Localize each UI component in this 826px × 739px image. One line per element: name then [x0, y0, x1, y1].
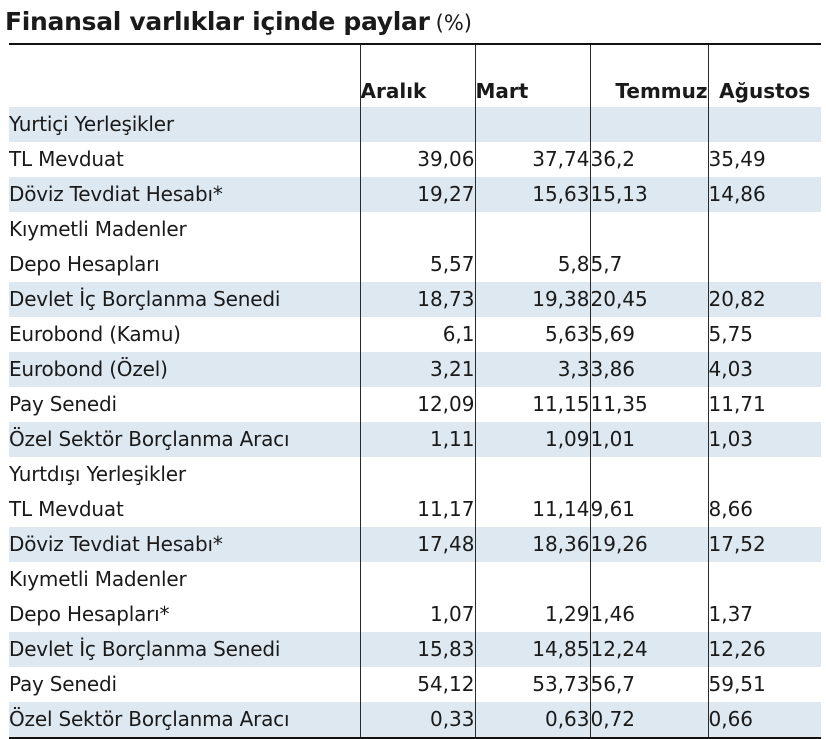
row-label: Eurobond (Kamu): [9, 322, 181, 346]
table-cell: 11,35: [590, 387, 708, 422]
table-cell: 11,14: [475, 492, 590, 527]
table-cell: 11,71: [708, 387, 821, 422]
table-row: [9, 667, 821, 702]
table-cell: 54,12: [360, 667, 475, 702]
table-cell: 20,82: [708, 282, 821, 317]
row-label: TL Mevduat: [9, 147, 124, 171]
table-cell: 11,15: [475, 387, 590, 422]
table-row: [9, 177, 821, 212]
table-cell: 1,11: [360, 422, 475, 457]
table-cell: 6,1: [360, 317, 475, 352]
table-cell: 53,73: [475, 667, 590, 702]
table-cell: 15,13: [590, 177, 708, 212]
table-cell: 12,26: [708, 632, 821, 667]
table-cell: [360, 457, 475, 492]
table-cell: 5,69: [590, 317, 708, 352]
table-cell: 15,63: [475, 177, 590, 212]
table-cell: 19,27: [360, 177, 475, 212]
table-cell: 0,63: [475, 702, 590, 738]
table-cell: 15,83: [360, 632, 475, 667]
table-row: [9, 247, 821, 282]
table-title: [5, 4, 472, 40]
row-label: Kıymetli Madenler: [9, 217, 187, 241]
table-cell: [475, 107, 590, 142]
column-header-aralik: Aralık: [360, 44, 475, 107]
column-header-label: [9, 44, 360, 107]
table-cell: 39,06: [360, 142, 475, 177]
table-row: [9, 107, 821, 142]
table-cell: 56,7: [590, 667, 708, 702]
row-label: Devlet İç Borçlanma Senedi: [9, 282, 360, 317]
table-cell: 20,45: [590, 282, 708, 317]
table-cell: [360, 107, 475, 142]
row-label: Döviz Tevdiat Hesabı*: [9, 527, 360, 562]
row-label: Yurtiçi Yerleşikler: [9, 107, 360, 142]
table-cell: 9,61: [590, 492, 708, 527]
table-row: [9, 422, 821, 457]
table-cell: 1,37: [708, 597, 821, 632]
table-cell: 12,09: [360, 387, 475, 422]
row-label: Devlet İç Borçlanma Senedi: [9, 632, 360, 667]
table-row: [9, 492, 821, 527]
table-cell: [708, 212, 821, 247]
table-row: [9, 212, 821, 247]
table-row: [9, 702, 821, 738]
table-cell: 0,33: [360, 702, 475, 738]
table-cell: 11,17: [360, 492, 475, 527]
table-cell: [475, 562, 590, 597]
row-label: Özel Sektör Borçlanma Aracı: [9, 422, 360, 457]
table-cell: 3,86: [590, 352, 708, 387]
table-cell: 1,03: [708, 422, 821, 457]
table-cell: 12,24: [590, 632, 708, 667]
table-row: [9, 527, 821, 562]
table-cell: 19,26: [590, 527, 708, 562]
table-cell: [708, 457, 821, 492]
table-cell: 1,09: [475, 422, 590, 457]
table-cell: [590, 562, 708, 597]
table-row: [9, 562, 821, 597]
table-cell: 8,66: [708, 492, 821, 527]
data-table: [9, 43, 821, 739]
row-label: Depo Hesapları*: [9, 602, 170, 626]
table-cell: 5,7: [590, 247, 708, 282]
table-cell: 1,07: [360, 597, 475, 632]
table-cell: [708, 247, 821, 282]
row-label: Pay Senedi: [9, 672, 117, 696]
table-cell: 17,52: [708, 527, 821, 562]
table-cell: [590, 457, 708, 492]
title-text: Finansal varlıklar içinde paylar: [5, 7, 430, 36]
table-row: [9, 597, 821, 632]
column-header-agustos: Ağustos: [708, 44, 821, 107]
table-cell: 4,03: [708, 352, 821, 387]
row-label: Yurtdışı Yerleşikler: [9, 462, 186, 486]
column-header-temmuz: Temmuz: [590, 44, 708, 107]
table-row: [9, 387, 821, 422]
table-cell: 1,29: [475, 597, 590, 632]
table-cell: 0,72: [590, 702, 708, 738]
table-cell: 5,8: [475, 247, 590, 282]
table-cell: 3,3: [475, 352, 590, 387]
table-cell: [475, 457, 590, 492]
table-cell: [590, 212, 708, 247]
table-cell: 3,21: [360, 352, 475, 387]
table-row: [9, 632, 821, 667]
table-cell: [708, 562, 821, 597]
table-row: [9, 457, 821, 492]
table-cell: 18,36: [475, 527, 590, 562]
table-row: [9, 352, 821, 387]
table-cell: 5,63: [475, 317, 590, 352]
table-cell: 14,85: [475, 632, 590, 667]
table-cell: 59,51: [708, 667, 821, 702]
column-header-mart: Mart: [475, 44, 590, 107]
table-cell: [590, 107, 708, 142]
table-cell: [708, 107, 821, 142]
row-label: Özel Sektör Borçlanma Aracı: [9, 702, 360, 738]
table-cell: 14,86: [708, 177, 821, 212]
header-row: [9, 44, 821, 107]
row-label: TL Mevduat: [9, 497, 124, 521]
table-cell: 0,66: [708, 702, 821, 738]
table-cell: 18,73: [360, 282, 475, 317]
table-cell: 35,49: [708, 142, 821, 177]
table-row: [9, 317, 821, 352]
title-unit: (%): [435, 11, 472, 35]
table-cell: 1,01: [590, 422, 708, 457]
table-cell: 36,2: [590, 142, 708, 177]
table-cell: [360, 562, 475, 597]
table-cell: 5,57: [360, 247, 475, 282]
table-cell: 5,75: [708, 317, 821, 352]
table-cell: [475, 212, 590, 247]
row-label: Eurobond (Özel): [9, 352, 360, 387]
table-row: [9, 282, 821, 317]
row-label: Pay Senedi: [9, 392, 117, 416]
table-cell: 37,74: [475, 142, 590, 177]
table-row: [9, 142, 821, 177]
table-cell: [360, 212, 475, 247]
table-cell: 17,48: [360, 527, 475, 562]
table-cell: 1,46: [590, 597, 708, 632]
row-label: Döviz Tevdiat Hesabı*: [9, 177, 360, 212]
table-body: [9, 107, 821, 738]
table-cell: 19,38: [475, 282, 590, 317]
row-label: Depo Hesapları: [9, 252, 160, 276]
row-label: Kıymetli Madenler: [9, 567, 187, 591]
